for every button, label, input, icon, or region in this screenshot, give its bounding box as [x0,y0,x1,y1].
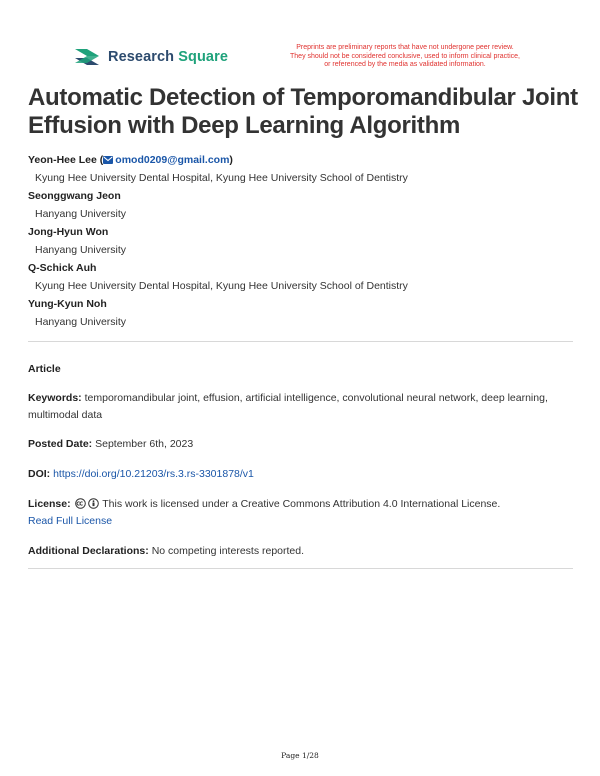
author-affiliation: Hanyang University [35,208,127,220]
read-full-license-link[interactable]: Read Full License [28,515,113,527]
author-list [28,153,578,333]
author-affiliation: Hanyang University [35,316,127,328]
article-type: Article [28,363,61,375]
author-email-link[interactable]: omod0209@gmail.com [103,154,229,166]
author-name: Seonggwang Jeon [28,190,121,202]
author-name: Yung-Kyun Noh [28,298,107,310]
logo-text: Research Square [108,49,228,65]
research-square-logo-icon [73,46,101,68]
author-name: Q-Schick Auh [28,262,97,274]
creative-commons-icon [75,498,86,509]
author-affiliation: Kyung Hee University Dental Hospital, Kyung Hee University School of Dentistry [35,280,408,292]
divider [28,341,573,342]
license: License: This work is licensed under a Creative Commons Attribution 4.0 International License. Read Full License [28,498,501,527]
keywords: Keywords: temporomandibular joint, effusion, artificial intelligence, convolutional neural network, deep learning, multimodal data [28,392,548,421]
posted-date: Posted Date: September 6th, 2023 [28,438,194,450]
divider [28,568,573,569]
attribution-icon [88,498,99,509]
author-affiliation: Hanyang University [35,244,127,256]
paper-title: Automatic Detection of Temporomandibular Joint Effusion with Deep Learning Algorithm [28,84,578,139]
doi-link[interactable]: https://doi.org/10.21203/rs.3.rs-3301878/v1 [53,468,254,480]
doi: DOI: https://doi.org/10.21203/rs.3.rs-3301878/v1 [28,468,254,480]
envelope-icon [103,156,113,164]
research-square-logo[interactable] [73,46,228,68]
page-number: Page 1/28 [281,751,319,760]
author-name: Jong-Hyun Won [28,226,109,238]
additional-declarations: Additional Declarations: No competing interests reported. [28,545,305,557]
preprint-disclaimer: Preprints are preliminary reports that have not undergone peer review. They should not be considered conclusive, used to inform clinical practice, or referenced by the media as validated information. [290,44,520,68]
page-header [73,44,533,74]
author-affiliation: Kyung Hee University Dental Hospital, Kyung Hee University School of Dentistry [35,172,408,184]
author-name: Yeon-Hee Lee ( omod0209@gmail.com) [28,154,233,166]
